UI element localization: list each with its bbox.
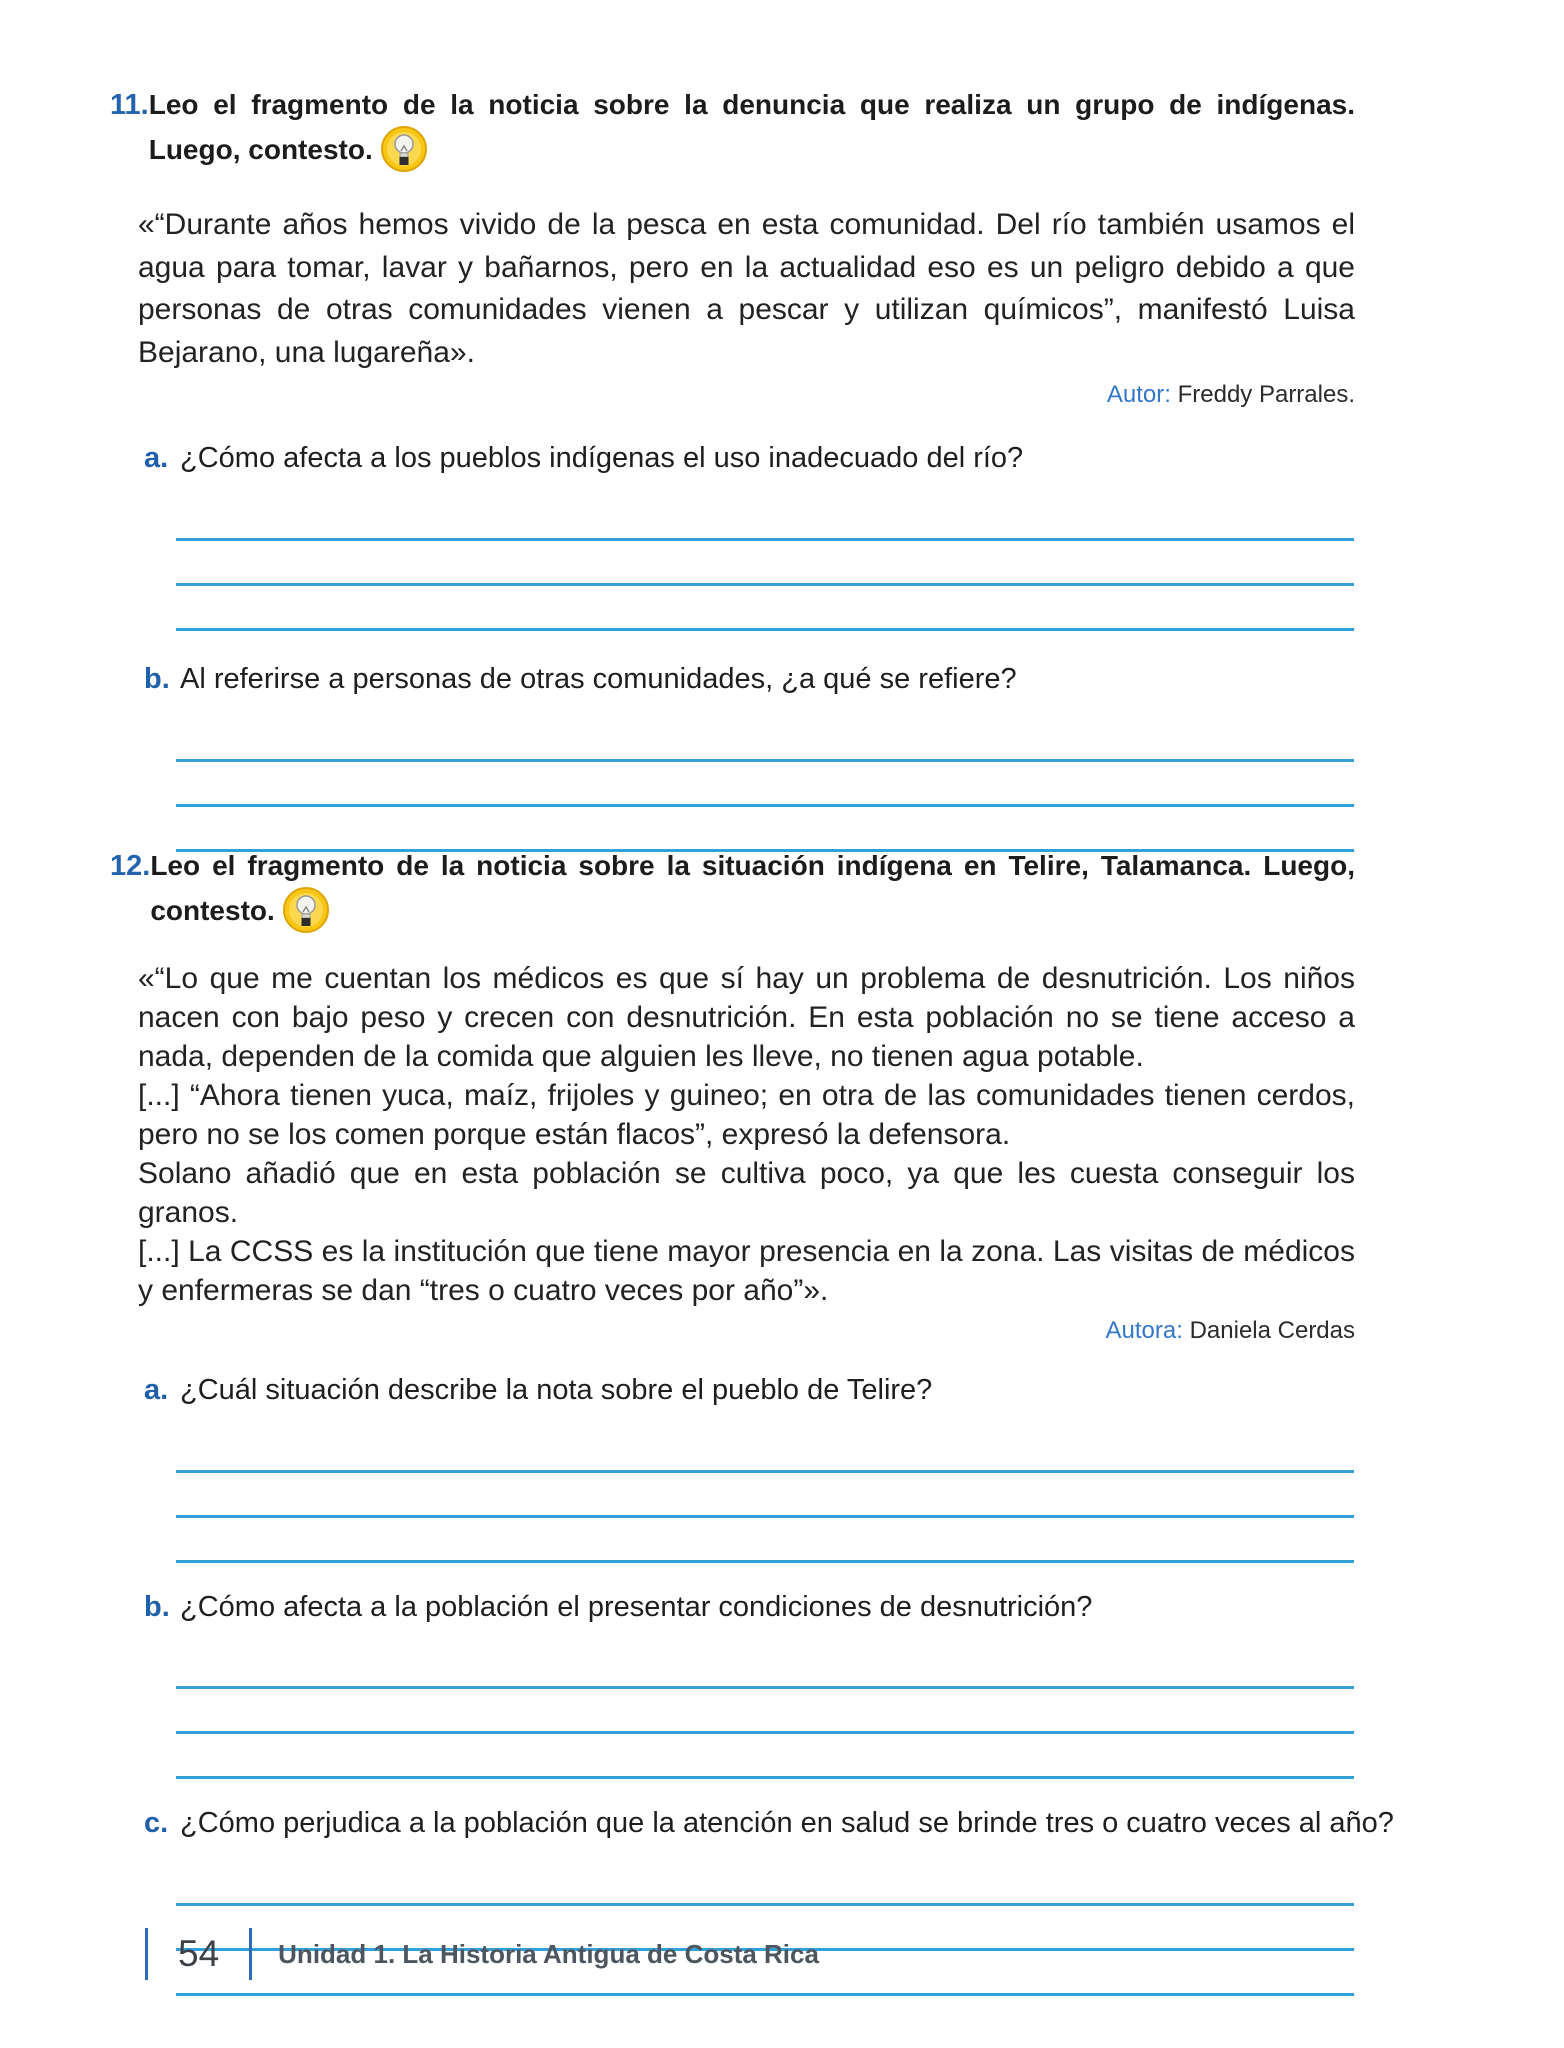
- question-text: Al referirse a personas de otras comunidades, ¿a qué se refiere?: [180, 663, 1017, 696]
- question-letter: b.: [144, 1590, 170, 1623]
- lightbulb-icon: [381, 126, 427, 184]
- exercise-prompt-text: Leo el fragmento de la noticia sobre la situación indígena en Telire, Talamanca. Luego, contesto.: [150, 850, 1355, 926]
- passage-paragraph: [...] La CCSS es la institución que tiene mayor presencia en la zona. Las visitas de médicos y enfermeras se dan “tres o cuatro veces por año”».: [138, 1235, 1355, 1307]
- answer-line: [176, 1473, 1354, 1518]
- exercise-11-heading: [110, 84, 1355, 184]
- author-name: Freddy Parrales.: [1177, 381, 1355, 409]
- exercise-number: 12.: [110, 850, 151, 882]
- answer-line: [176, 762, 1354, 807]
- answer-lines-11b: [176, 717, 1354, 852]
- answer-line: [176, 717, 1354, 762]
- question-letter: a.: [144, 442, 169, 475]
- author-label: Autora:: [1105, 1317, 1183, 1344]
- passage-paragraph: «“Lo que me cuentan los médicos es que sí hay un problema de desnutrición. Los niños nacen con bajo peso y crecen con desnutrición. En esta población no se tiene acceso a nada, dependen de la comida que alguien les lleve, no tienen agua potable.: [138, 962, 1355, 1073]
- question-text: ¿Cómo afecta a la población el presentar condiciones de desnutrición?: [180, 1590, 1093, 1623]
- passage-paragraph: [...] “Ahora tienen yuca, maíz, frijoles y guineo; en otra de las comunidades tienen cerdos, pero no se los comen porque están flacos”, expresó la defensora.: [138, 1079, 1355, 1151]
- answer-line: [176, 496, 1354, 541]
- passage: «“Durante años hemos vivido de la pesca en esta comunidad. Del río también usamos el agua para tomar, lavar y bañarnos, pero en la actualidad eso es un peligro debido a que personas de otras comunidades vienen a pescar y utilizan químicos”, manifestó Luisa Bejarano, una lugareña».: [138, 208, 1355, 369]
- author-name: Daniela Cerdas: [1189, 1317, 1355, 1344]
- exercise-number: 11.: [110, 89, 149, 121]
- question-letter: c.: [144, 1807, 169, 1840]
- exercise-prompt: [150, 845, 1355, 945]
- question-11b: [144, 661, 1355, 699]
- question-11a: [144, 440, 1355, 478]
- answer-line: [176, 1861, 1354, 1906]
- exercise-prompt: [149, 84, 1355, 184]
- answer-lines-12b: [176, 1644, 1354, 1779]
- question-letter: b.: [144, 663, 170, 696]
- unit-label: Unidad 1. La Historia Antigua de Costa Rica: [278, 1938, 819, 1969]
- answer-line: [176, 1689, 1354, 1734]
- question-12c: [144, 1805, 1394, 1843]
- answer-line: [176, 1734, 1354, 1779]
- page-number: 54: [145, 1928, 252, 1980]
- lightbulb-icon: [283, 887, 329, 945]
- answer-line: [176, 541, 1354, 586]
- question-text: ¿Cuál situación describe la nota sobre el pueblo de Telire?: [180, 1374, 933, 1406]
- question-letter: a.: [144, 1374, 169, 1406]
- passage-paragraph: Solano añadió que en esta población se cultiva poco, ya que les cuesta conseguir los granos.: [138, 1157, 1355, 1229]
- answer-lines-12a: [176, 1428, 1354, 1563]
- author-credit: [110, 380, 1355, 410]
- answer-line: [176, 1518, 1354, 1563]
- question-12b: [144, 1589, 1355, 1627]
- exercise-11: [110, 84, 1355, 852]
- question-text: ¿Cómo afecta a los pueblos indígenas el uso inadecuado del río?: [180, 442, 1024, 475]
- answer-line: [176, 1644, 1354, 1689]
- passage: [138, 959, 1355, 1310]
- exercise-12-heading: [110, 845, 1355, 945]
- exercise-12: [110, 845, 1394, 1996]
- author-credit: [110, 1316, 1355, 1346]
- author-label: Autor:: [1106, 381, 1171, 409]
- answer-line: [176, 1428, 1354, 1473]
- answer-line: [176, 586, 1354, 631]
- answer-lines-11a: [176, 496, 1354, 631]
- question-12a: [144, 1372, 1355, 1410]
- question-text: ¿Cómo perjudica a la población que la atención en salud se brinde tres o cuatro veces al año?: [180, 1807, 1394, 1840]
- page-footer: [145, 1928, 819, 1980]
- exercise-prompt-text: Leo el fragmento de la noticia sobre la denuncia que realiza un grupo de indígenas. Luego, contesto.: [148, 89, 1355, 165]
